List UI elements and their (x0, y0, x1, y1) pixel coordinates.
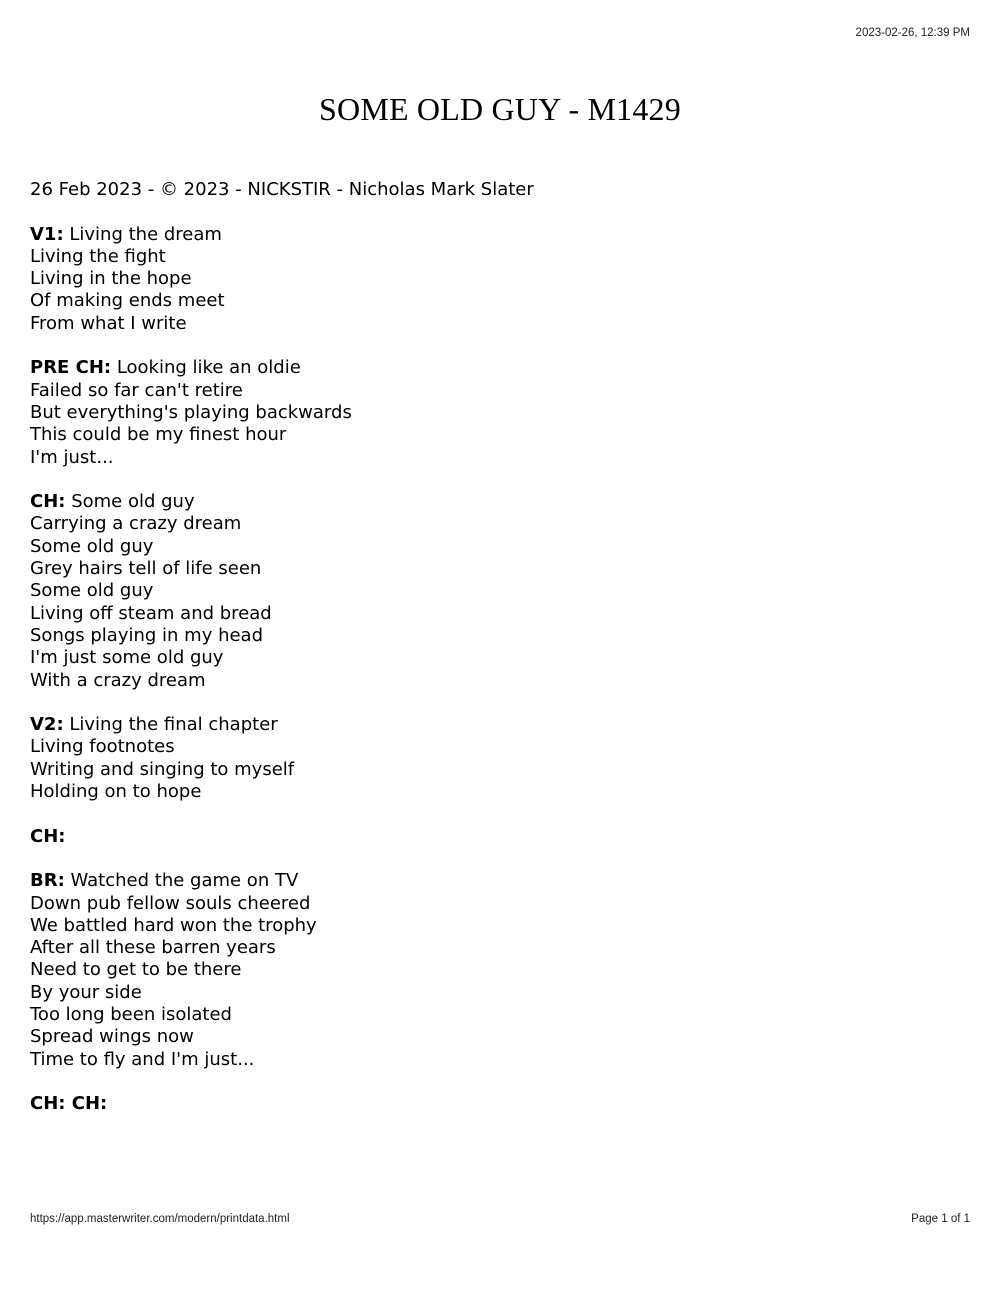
print-datetime: 2023-02-26, 12:39 PM (855, 27, 970, 39)
lyric-line: Living in the hope (30, 268, 192, 290)
section-verse-1 (30, 224, 970, 335)
lyric-line: But everything's playing backwards (30, 401, 352, 423)
section-tag: CH: (30, 491, 66, 513)
lyric-line: Down pub fellow souls cheered (30, 892, 311, 914)
lyric-line: Of making ends meet (30, 290, 225, 312)
section-tag: BR: (30, 870, 65, 892)
lyric-line: CH: Some old guy (30, 491, 195, 513)
lyric-line: Holding on to hope (30, 781, 202, 803)
lyric-line: From what I write (30, 312, 187, 334)
section-chorus-end (30, 1093, 970, 1115)
section-tag: CH: (30, 825, 66, 847)
song-meta: 26 Feb 2023 - © 2023 - NICKSTIR - Nicholas Mark Slater (30, 179, 534, 200)
lyric-line: Failed so far can't retire (30, 379, 243, 401)
lyric-line: Living footnotes (30, 736, 175, 758)
lyric-line: By your side (30, 981, 142, 1003)
page-number: Page 1 of 1 (911, 1213, 970, 1225)
section-bridge (30, 870, 970, 1071)
lyric-line: Time to fly and I'm just... (30, 1048, 255, 1070)
lyric-line: V2: Living the final chapter (30, 714, 278, 736)
lyric-line: Carrying a crazy dream (30, 513, 242, 535)
lyric-line: PRE CH: Looking like an oldie (30, 357, 301, 379)
lyric-line: Grey hairs tell of life seen (30, 558, 262, 580)
lyric-line: Songs playing in my head (30, 624, 264, 646)
lyric-line: This could be my finest hour (30, 424, 287, 446)
lyric-line: Living off steam and bread (30, 602, 272, 624)
section-tag: CH: CH: (30, 1093, 108, 1115)
lyric-line: Living the fight (30, 245, 166, 267)
song-title: SOME OLD GUY - M1429 (319, 91, 681, 128)
lyric-line: I'm just... (30, 446, 114, 468)
print-footer-url: https://app.masterwriter.com/modern/printdata.html (30, 1213, 290, 1225)
lyric-line: With a crazy dream (30, 669, 206, 691)
lyric-line: Too long been isolated (30, 1003, 232, 1025)
section-tag: V1: (30, 223, 64, 245)
lyrics-body (30, 179, 970, 1138)
lyric-line: BR: Watched the game on TV (30, 870, 299, 892)
lyric-line: Some old guy (30, 535, 154, 557)
section-tag: V2: (30, 714, 64, 736)
lyric-line: I'm just some old guy (30, 647, 224, 669)
section-pre-chorus (30, 357, 970, 468)
section-verse-2 (30, 714, 970, 803)
lyric-line: Need to get to be there (30, 959, 242, 981)
lyric-line: Spread wings now (30, 1026, 194, 1048)
lyric-line: V1: Living the dream (30, 223, 222, 245)
lyric-line: We battled hard won the trophy (30, 914, 317, 936)
lyric-line: Writing and singing to myself (30, 758, 295, 780)
lyric-line: Some old guy (30, 580, 154, 602)
section-chorus (30, 491, 970, 692)
section-chorus-repeat (30, 826, 970, 848)
section-tag: PRE CH: (30, 357, 112, 379)
lyric-line: After all these barren years (30, 937, 276, 959)
